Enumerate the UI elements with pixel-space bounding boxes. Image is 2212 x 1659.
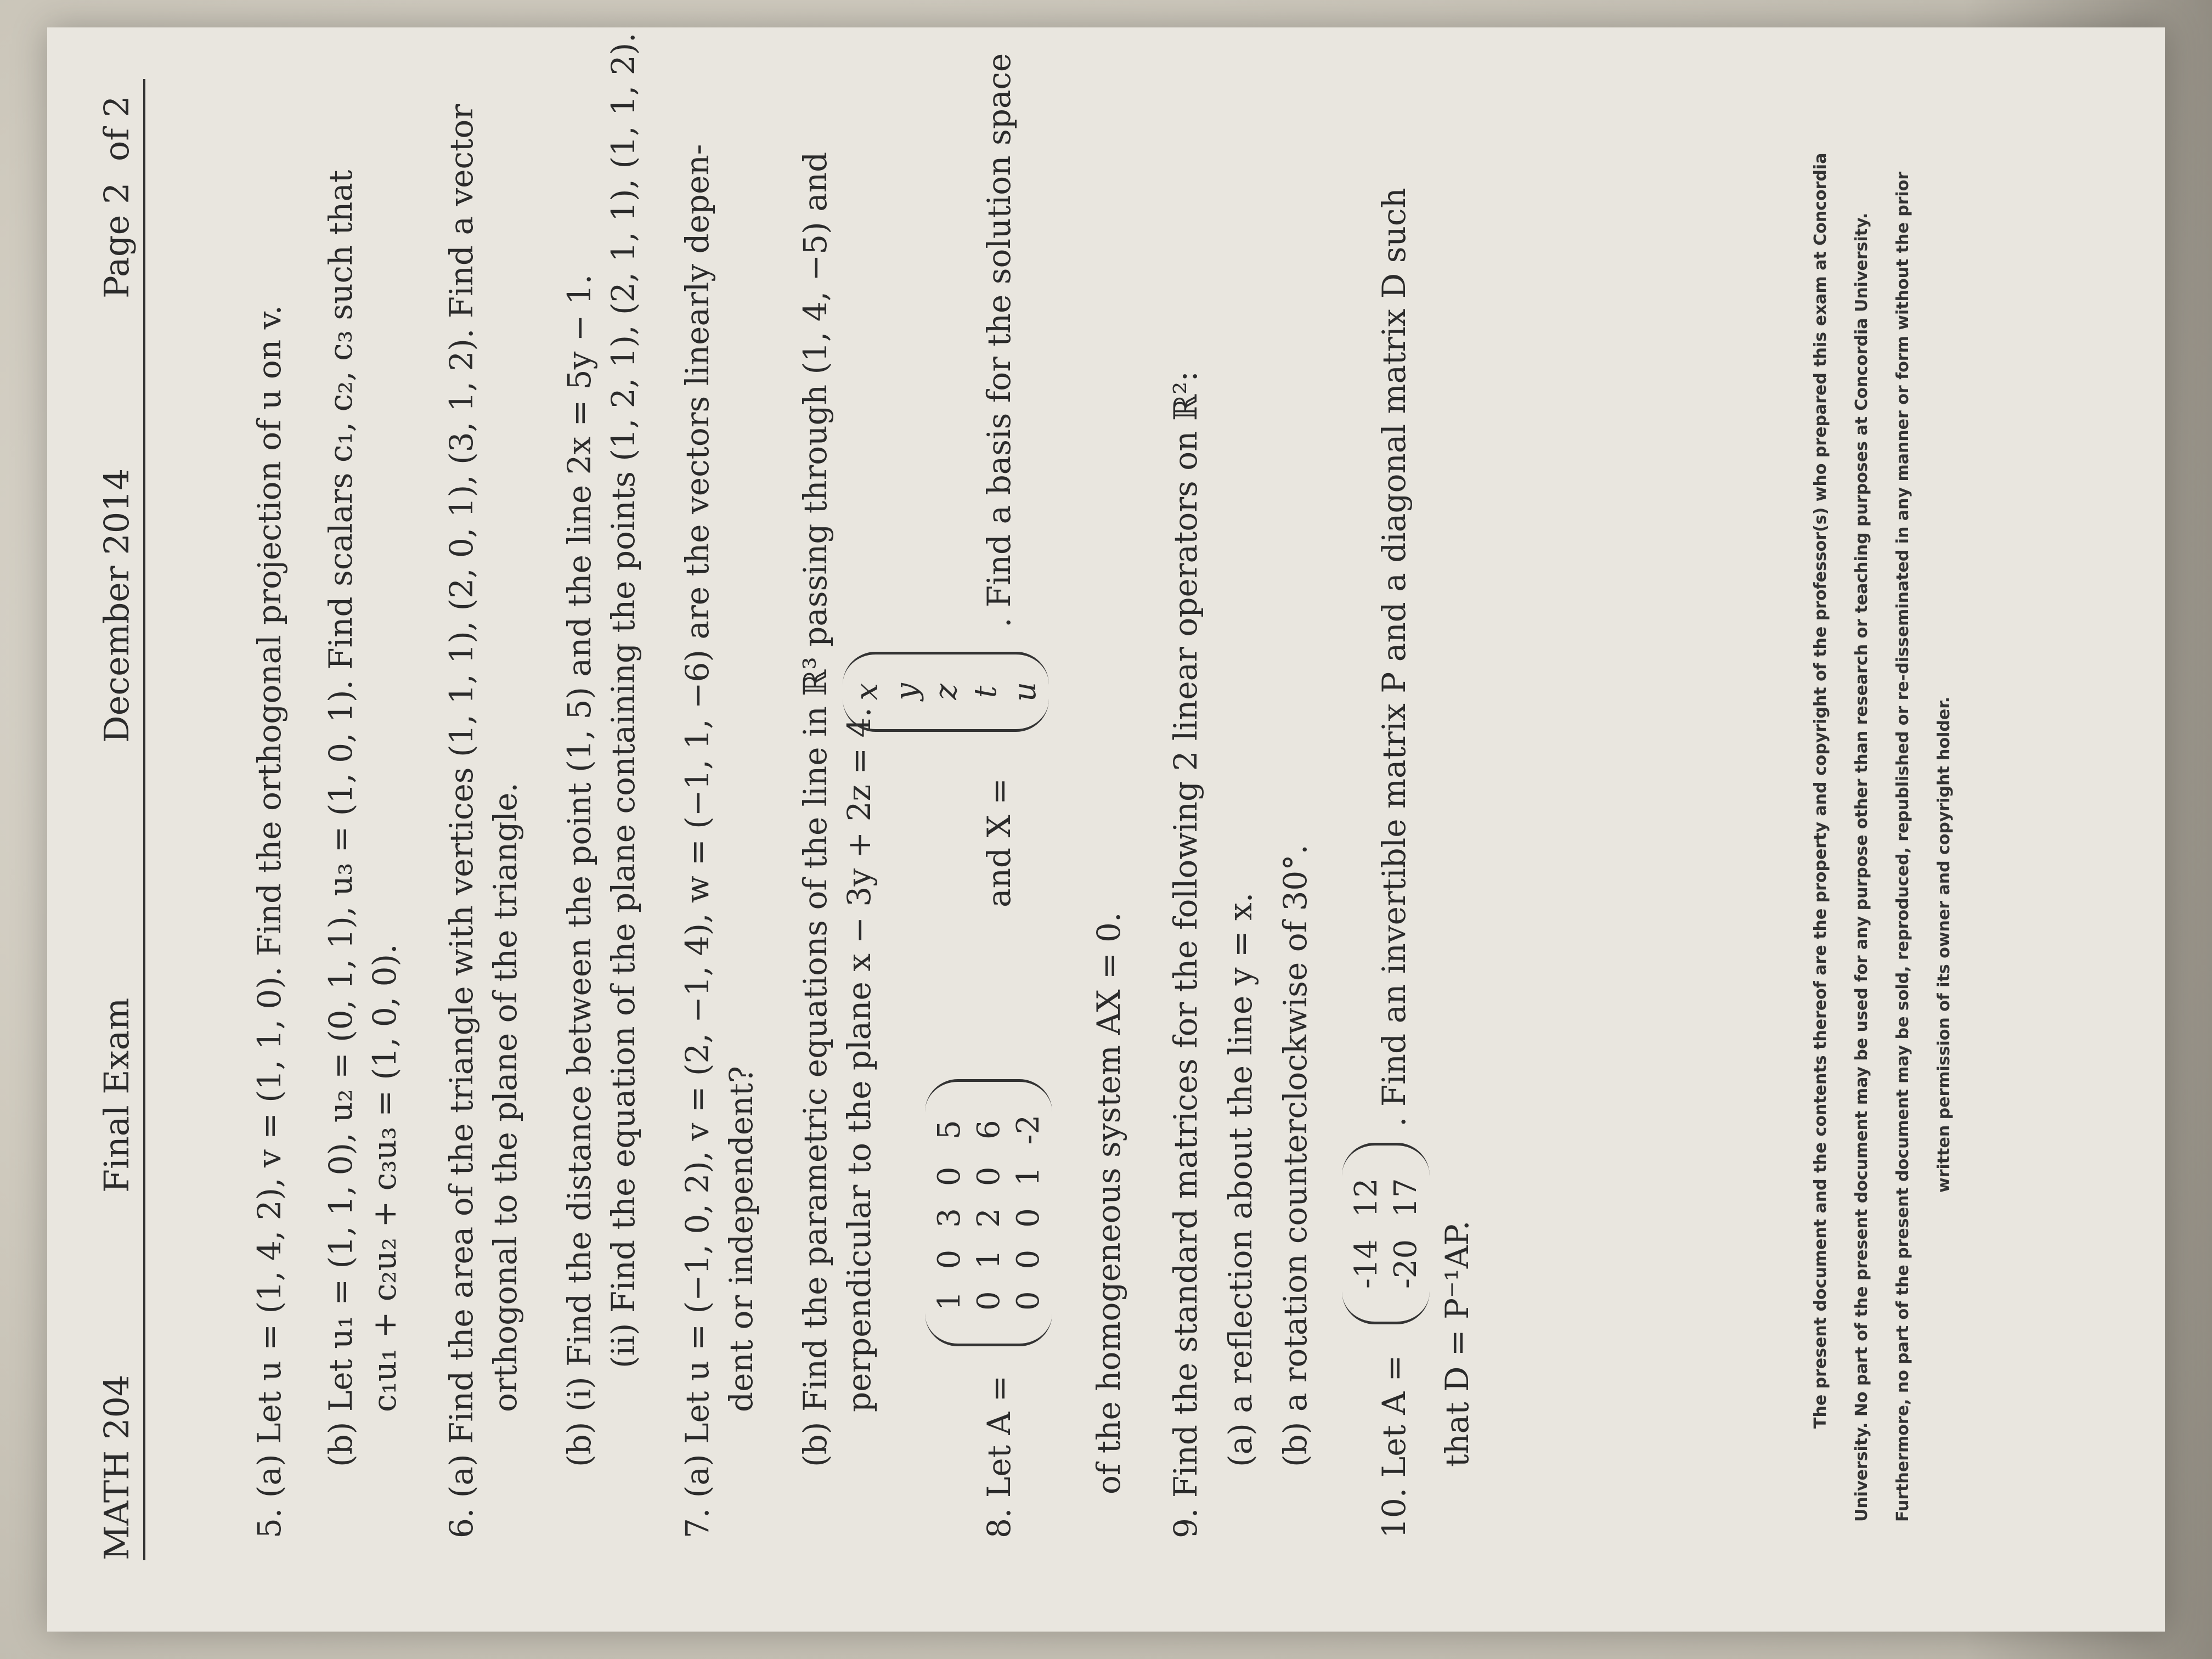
q7a-line1: 7. (a) Let u = (−1, 0, 2), v = (2, −1, 4), w = (−1, 1, −6) are the vectors linearly depen- bbox=[679, 144, 716, 1538]
q6b-ii: (ii) Find the equation of the plane containing the points (1, 2, 1), (2, 1, 1), (1, 1, 2). bbox=[605, 32, 642, 1368]
exam-page bbox=[47, 27, 2165, 1632]
matrix-cell: 1 bbox=[1010, 1166, 1046, 1187]
matrix-cell: 0 bbox=[1010, 1249, 1046, 1269]
copyright-line-2: University. No part of the present document may be used for any purpose other than research or teaching purposes at Concordia University. bbox=[1852, 212, 1871, 1522]
q8-matrix-table bbox=[929, 1104, 1048, 1322]
copyright-line-1: The present document and the contents thereof are the property and copyright of the professor(s) who prepared this exam at Concordia bbox=[1811, 153, 1830, 1429]
matrix-cell: -2 bbox=[1010, 1114, 1046, 1145]
matrix-cell: 0 bbox=[970, 1166, 1007, 1187]
q9b: (b) a rotation counterclockwise of 30°. bbox=[1277, 844, 1314, 1467]
q8-vector-table bbox=[847, 671, 1045, 713]
matrix-row bbox=[929, 1104, 969, 1322]
matrix-cell: 0 bbox=[1010, 1291, 1046, 1311]
matrix-cell: 0 bbox=[970, 1291, 1007, 1311]
vector-row bbox=[966, 671, 1005, 713]
matrix-row bbox=[969, 1104, 1008, 1322]
q7b-line2: perpendicular to the plane x − 3y + 2z = 4. bbox=[840, 707, 878, 1412]
vector-row bbox=[847, 671, 887, 713]
page-number: Page 2 bbox=[97, 182, 137, 298]
q9-stem: 9. Find the standard matrices for the following 2 linear operators on ℝ²: bbox=[1167, 371, 1204, 1538]
matrix-cell: 17 bbox=[1387, 1178, 1424, 1217]
page-total: of 2 bbox=[97, 95, 137, 161]
matrix-cell: 2 bbox=[970, 1208, 1007, 1228]
vector-row bbox=[887, 671, 926, 713]
q10-matrix-a bbox=[1342, 1143, 1430, 1324]
vector-entry: u bbox=[1007, 681, 1043, 702]
matrix-cell: 12 bbox=[1348, 1178, 1384, 1217]
q10-tail: . Find an invertible matrix P and a diagonal matrix D such bbox=[1375, 188, 1413, 1127]
header-rule bbox=[143, 79, 145, 1560]
matrix-cell: 3 bbox=[931, 1208, 967, 1228]
copyright-line-3: Furthermore, no part of the present document may be sold, reproduced, republished or re-disseminated in any manner or form without the prior bbox=[1893, 171, 1912, 1522]
q6a-line2: orthogonal to the plane of the triangle. bbox=[487, 782, 524, 1412]
vector-row bbox=[1005, 671, 1045, 713]
vector-entry: z bbox=[928, 684, 964, 700]
q8-vector-x bbox=[843, 652, 1049, 732]
matrix-cell: 6 bbox=[970, 1120, 1007, 1139]
q10-lead: 10. Let A = bbox=[1375, 1355, 1413, 1538]
q7a-line2: dent or independent? bbox=[723, 1065, 760, 1412]
copyright-line-4: written permission of its owner and copyright holder. bbox=[1934, 696, 1954, 1193]
q8-mid: and X = bbox=[980, 778, 1018, 907]
matrix-cell: 0 bbox=[1010, 1208, 1046, 1228]
matrix-cell: 1 bbox=[931, 1291, 967, 1311]
q10-line2: that D = P⁻¹AP. bbox=[1438, 1220, 1476, 1467]
vector-entry: y bbox=[888, 683, 924, 701]
exam-date: December 2014 bbox=[97, 468, 137, 743]
q6b-i: (b) (i) Find the distance between the point (1, 5) and the line 2x = 5y − 1. bbox=[561, 274, 598, 1467]
q10-matrix-table bbox=[1346, 1167, 1425, 1300]
vector-entry: x bbox=[849, 683, 885, 701]
q8-tail: . Find a basis for the solution space bbox=[980, 53, 1018, 628]
exam-title: Final Exam bbox=[97, 997, 137, 1193]
matrix-row bbox=[1386, 1167, 1425, 1300]
vector-row bbox=[926, 671, 966, 713]
q8-line2: of the homogeneous system AX = 0. bbox=[1090, 912, 1127, 1494]
q8-matrix-a bbox=[925, 1079, 1052, 1346]
matrix-cell: 1 bbox=[970, 1249, 1007, 1269]
q9a: (a) a reflection about the line y = x. bbox=[1222, 892, 1259, 1467]
q6a-line1: 6. (a) Find the area of the triangle with vertices (1, 1, 1), (2, 0, 1), (3, 1, 2). Find a vector bbox=[443, 104, 480, 1538]
matrix-cell: 0 bbox=[931, 1166, 967, 1187]
q5a: 5. (a) Let u = (1, 4, 2), v = (1, 1, 0). Find the orthogonal projection of u on v. bbox=[251, 305, 288, 1538]
matrix-cell: 5 bbox=[931, 1120, 967, 1139]
matrix-cell: -14 bbox=[1348, 1239, 1384, 1289]
q5b-line1: (b) Let u₁ = (1, 1, 0), u₂ = (0, 1, 1), u₃ = (1, 0, 1). Find scalars c₁, c₂, c₃ such that bbox=[322, 170, 359, 1467]
matrix-row bbox=[1346, 1167, 1386, 1300]
matrix-cell: -20 bbox=[1387, 1239, 1424, 1289]
q8-lead: 8. Let A = bbox=[980, 1375, 1018, 1538]
vector-entry: t bbox=[967, 685, 1003, 698]
q5b-line2: c₁u₁ + c₂u₂ + c₃u₃ = (1, 0, 0). bbox=[366, 944, 403, 1412]
matrix-row bbox=[1008, 1104, 1048, 1322]
matrix-cell: 0 bbox=[931, 1249, 967, 1269]
course-code: MATH 204 bbox=[97, 1374, 137, 1560]
q7b-line1: (b) Find the parametric equations of the line in ℝ³ passing through (1, 4, −5) and bbox=[797, 151, 834, 1467]
